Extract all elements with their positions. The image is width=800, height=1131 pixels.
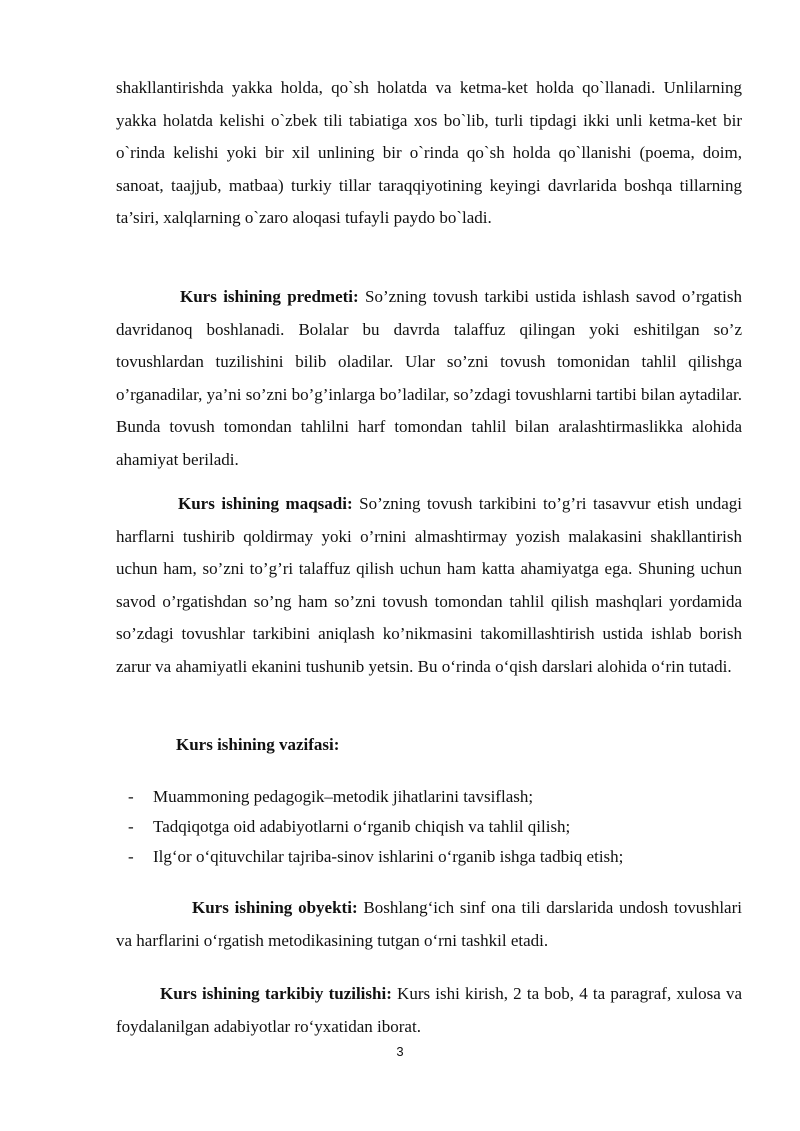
page-number: 3 bbox=[396, 1044, 404, 1059]
tasks-list bbox=[116, 782, 742, 872]
obyekti-text: Boshlang‘ich sinf ona tili darslarida undosh tovushlari va harflarini o‘rgatish metodikasining tutgan o‘rni tashkil etadi. bbox=[116, 898, 742, 950]
vazifasi-heading: Kurs ishining vazifasi: bbox=[176, 735, 340, 754]
predmeti-text: So’zning tovush tarkibi ustida ishlash savod o’rgatish davridanoq boshlanadi. Bolalar bu davrda talaffuz qilingan yoki eshitilgan so’z tovushlardan tuzilishini bilib oladilar. Ular so’zni tovush tomonidan tahlil qilishga o’rganadilar, ya’ni so’zni bo’g’inlarga bo’ladilar, so’zdagi tovushlarni tartibi bilan aytadilar. Bunda tovush tomondan tahlilni harf tomondan tahlil bilan aralashtirmaslikka alohida ahamiyat beriladi. bbox=[116, 287, 743, 469]
list-item bbox=[116, 782, 742, 812]
list-marker: - bbox=[128, 847, 134, 866]
predmeti-label: Kurs ishining predmeti: bbox=[180, 287, 359, 306]
list-item-text: Tadqiqotga oid adabiyotlarni o‘rganib chiqish va tahlil qilish; bbox=[153, 817, 571, 836]
list-marker: - bbox=[128, 787, 134, 806]
maqsadi-paragraph bbox=[116, 488, 742, 683]
list-item-text: Muammoning pedagogik–metodik jihatlarini tavsiflash; bbox=[153, 787, 534, 806]
predmeti-paragraph bbox=[116, 281, 742, 476]
list-item-text: Ilg‘or o‘qituvchilar tajriba-sinov ishlarini o‘rganib ishga tadbiq etish; bbox=[153, 847, 624, 866]
maqsadi-text: So’zning tovush tarkibini to’g’ri tasavvur etish undagi harflarni tushirib qoldirmay yoki o’rnini almashtirmay yozish malakasini shakllantirish uchun ham, so’zni to’g’ri talaffuz qilish uchun ham katta ahamiyatga ega. Shuning uchun savod o’rgatishdan so’ng ham so’zni tovush tomondan tahlil qilish mashqlari yordamida so’zdagi tovushlar tarkibini aniqlash ko’nikmasini takomillashtirish ustida ishlab borish zarur va ahamiyatli ekanini tushunib yetsin. Bu o‘rinda o‘qish darslari alohida o‘rin tutadi. bbox=[116, 494, 742, 676]
tarkibiy-paragraph bbox=[116, 978, 742, 1043]
tarkibiy-text: Kurs ishi kirish, 2 ta bob, 4 ta paragraf, xulosa va foydalanilgan adabiyotlar ro‘yxatidan iborat. bbox=[116, 984, 742, 1036]
intro-paragraph: shakllantirishda yakka holda, qo`sh holatda va ketma-ket holda qo`llanadi. Unlilarning yakka holatda kelishi o`zbek tili tabiatiga xos bo`lib, turli tipdagi ikki unli ketma-ket bir o`rinda kelishi yoki bir xil unlining bir o`rinda qo`sh holda qo`llanishi (poema, doim, sanoat, taajjub, matbaa) turkiy tillar taraqqiyotining keyingi davrlarida boshqa tillarning ta’siri, xalqlarning o`zaro aloqasi tufayli paydo bo`ladi. bbox=[116, 78, 742, 227]
list-item bbox=[116, 842, 742, 872]
obyekti-label: Kurs ishining obyekti: bbox=[192, 898, 358, 917]
tarkibiy-label: Kurs ishining tarkibiy tuzilishi: bbox=[160, 984, 392, 1003]
maqsadi-label: Kurs ishining maqsadi: bbox=[178, 494, 353, 513]
obyekti-paragraph bbox=[116, 892, 742, 957]
list-marker: - bbox=[128, 817, 134, 836]
list-item bbox=[116, 812, 742, 842]
